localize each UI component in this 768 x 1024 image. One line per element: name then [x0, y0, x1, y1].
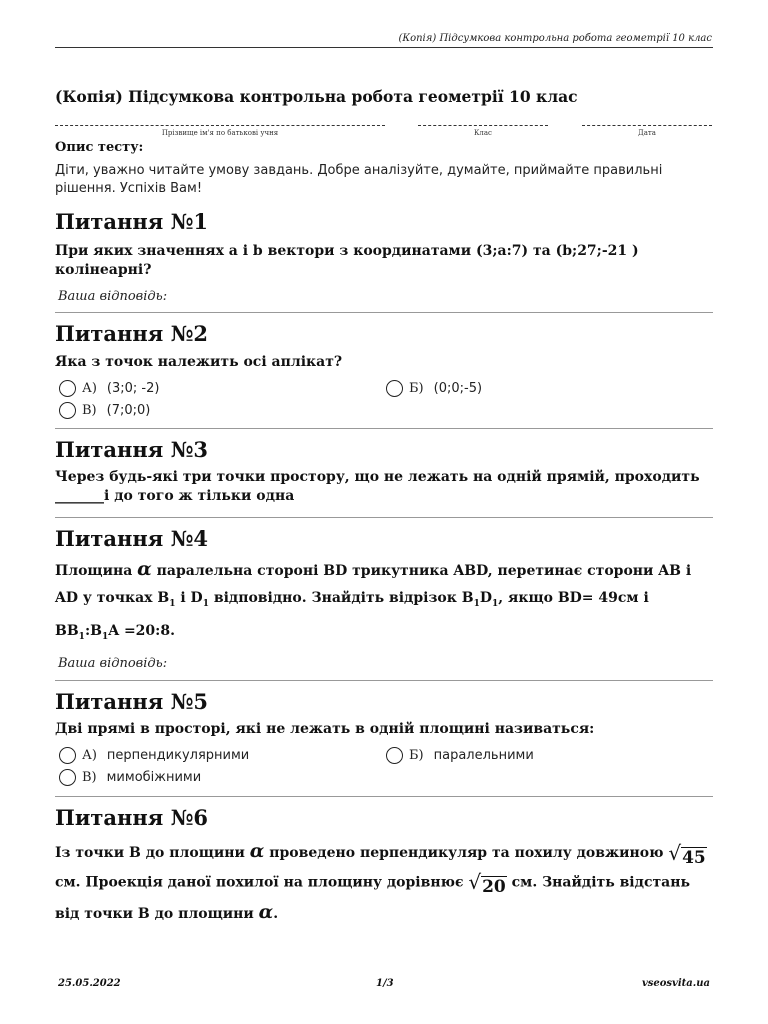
q4-text: [55, 556, 715, 651]
option-text: перпендикулярними: [106, 748, 250, 763]
description-label: Опис тесту:: [55, 140, 144, 155]
q6-text-part: проведено перпендикуляр та похилу довжиною: [269, 845, 664, 861]
radical-icon: √: [668, 840, 682, 865]
q1-answer-label: Ваша відповідь:: [58, 289, 168, 304]
date-field[interactable]: [582, 116, 712, 137]
option-letter: Б): [409, 381, 424, 396]
description-text: Діти, уважно читайте умову завдань. Добре аналізуйте, думайте, приймайте правильні рішення. Успіхів Вам!: [55, 163, 663, 196]
separator: [55, 517, 713, 518]
q2-option-a[interactable]: [59, 380, 159, 397]
q2-text: Яка з точок належить осі аплікат?: [55, 354, 343, 370]
footer-site-link[interactable]: vseosvita.ua: [641, 978, 710, 989]
option-letter: А): [82, 381, 97, 396]
subscript: 1: [78, 631, 85, 642]
q2-option-c[interactable]: [59, 402, 150, 419]
test-title: (Копія) Підсумкова контрольна робота геометрії 10 клас: [55, 87, 578, 106]
q4-title: Питання №4: [55, 526, 209, 551]
option-text: мимобіжними: [106, 770, 202, 785]
subscript: 1: [101, 631, 109, 642]
separator: [55, 680, 713, 681]
q6-text-part: см. Проекція даної похилої на площину дорівнює: [55, 874, 464, 891]
q3-text: Через будь-які три точки простору, що не лежать на одній прямій, проходить _______і до того ж тільки одна: [55, 469, 700, 504]
q6-text-part: .: [273, 905, 279, 922]
q4-text-part: паралельна стороні BD трикутника ABD, перетинає сторони AB і AD у точках B: [55, 563, 692, 606]
sqrt-symbol: [468, 868, 506, 897]
name-field-caption: Прізвище ім'я по батькові учня: [161, 129, 279, 137]
date-field-caption: Дата: [638, 129, 656, 137]
q5-text: Дві прямі в просторі, які не лежать в одній площині називаться:: [55, 721, 595, 737]
option-letter: В): [82, 403, 97, 418]
option-letter: В): [82, 770, 97, 785]
q6-text-part: см. Знайдіть відстань від точки В до площини: [55, 874, 690, 922]
q1-title: Питання №1: [55, 209, 209, 234]
separator: [55, 796, 713, 797]
subscript: 1: [169, 598, 176, 609]
option-letter: Б): [409, 748, 424, 763]
alpha-symbol: α: [137, 558, 152, 580]
radio-icon[interactable]: [59, 402, 76, 419]
q4-text-part: D: [479, 590, 492, 606]
q5-option-b[interactable]: [386, 747, 534, 764]
q2-option-b[interactable]: [386, 380, 482, 397]
q4-text-part: відповідно. Знайдіть відрізок B: [208, 590, 474, 606]
radio-icon[interactable]: [386, 380, 403, 397]
radicand: 20: [482, 877, 506, 897]
class-field-caption: Клас: [474, 129, 492, 137]
footer-date: 25.05.2022: [58, 978, 121, 989]
option-letter: А): [82, 748, 97, 763]
option-text: паралельними: [433, 748, 534, 763]
q4-text-part: і D: [175, 590, 203, 606]
q4-text-part: Площина: [55, 563, 133, 579]
class-field-line: [418, 116, 548, 126]
date-field-line: [582, 116, 712, 126]
option-text: (7;0;0): [106, 403, 151, 418]
q4-text-part: :B: [84, 622, 102, 639]
class-field[interactable]: [418, 116, 548, 137]
separator: [55, 312, 713, 313]
q5-option-c[interactable]: [59, 769, 201, 786]
q5-title: Питання №5: [55, 689, 209, 714]
radio-icon[interactable]: [59, 380, 76, 397]
page-header: (Копія) Підсумкова контрольна робота геометрії 10 клас: [398, 33, 712, 44]
alpha-symbol: α: [249, 840, 265, 862]
separator: [55, 428, 713, 429]
name-field[interactable]: [55, 116, 385, 137]
q6-text: [55, 837, 715, 929]
q2-title: Питання №2: [55, 321, 209, 346]
q3-title: Питання №3: [55, 437, 209, 462]
sqrt-symbol: [668, 839, 706, 868]
option-text: (0;0;-5): [433, 381, 483, 396]
q4-answer-label: Ваша відповідь:: [58, 656, 168, 671]
radio-icon[interactable]: [386, 747, 403, 764]
radio-icon[interactable]: [59, 769, 76, 786]
header-divider: [55, 47, 713, 48]
radical-icon: √: [468, 870, 482, 894]
subscript: 1: [492, 598, 499, 609]
q4-text-part: , якщо BD= 49см і BB: [55, 590, 649, 639]
alpha-symbol: α: [258, 900, 274, 923]
q4-text-part: A =20:8.: [108, 622, 175, 639]
q6-title: Питання №6: [55, 805, 209, 830]
footer-page-number: 1/3: [376, 978, 394, 989]
subscript: 1: [202, 598, 209, 609]
radio-icon[interactable]: [59, 747, 76, 764]
subscript: 1: [473, 598, 480, 609]
q1-text: При яких значеннях а і b вектори з координатами (3;а:7) та (b;27;-21 ) колінеарні?: [55, 243, 639, 278]
name-field-line: [55, 116, 385, 126]
q5-option-a[interactable]: [59, 747, 249, 764]
option-text: (3;0; -2): [106, 381, 160, 396]
radicand: 45: [682, 847, 706, 868]
q6-text-part: Із точки В до площини: [55, 845, 245, 861]
